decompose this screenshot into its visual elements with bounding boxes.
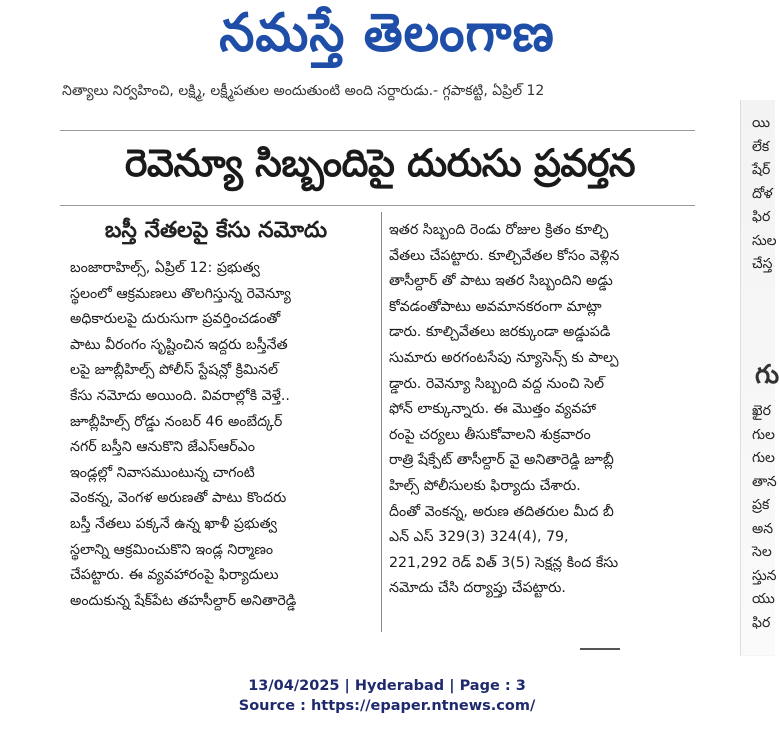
body-line: పాటు వీరంగం సృష్టించిన ఇద్దరు బస్తీనేత	[70, 336, 288, 353]
body-line: ఎన్ ఎస్ 329(3) 324(4), 79,	[389, 529, 569, 546]
adjacent-article-body: ఖైర గుల గుల తాన ప్రక అన సెల స్తున యు ఫిర	[752, 403, 777, 631]
masthead	[0, 0, 774, 76]
body-line: వేతలు చేపట్టారు. కూల్చివేతల కోసం వెళ్లిన	[389, 247, 620, 264]
divider	[60, 205, 695, 206]
adjacent-article-top: యి లేక షేర్ దోళ ఫిర సుల చేస్త	[752, 115, 777, 272]
body-line: బస్తీ నేతలు పక్కనే ఉన్న ఖాళీ ప్రభుత్వ	[70, 515, 278, 532]
body-line: హిల్స్ పోలీసులకు ఫిర్యాదు చేశారు.	[389, 477, 581, 494]
divider	[60, 130, 695, 131]
cropped-next-line	[380, 640, 680, 662]
body-line: చేపట్టారు. ఈ వ్యవహారంపై ఫిర్యాదులు	[70, 567, 279, 584]
body-line: కోవడంతోపాటు అవమానకరంగా మాట్లా	[389, 298, 602, 315]
body-line: కేసు నమోదు అయింది. వివరాల్లోకి వెళ్తే..	[70, 387, 290, 404]
adjacent-article-heading: గు	[755, 360, 779, 390]
body-line: 221,292 రెడ్ విత్ 3(5) సెక్షన్ల కింద కేసు	[389, 554, 619, 571]
body-line: నమోదు చేసి దర్యాప్తు చేపట్టారు.	[389, 580, 566, 597]
body-line: జూబ్లీహిల్స్ రోడ్డు నంబర్ 46 అంబేద్కర్	[70, 413, 283, 430]
previous-article-tail: నిత్యాలు నిర్వహించి, లక్ష్మి, లక్ష్మీపతుల అందుతుంటి అంది సర్దారుడు.- గ్గపాకట్టి, ఏప్రిల్ 12	[62, 83, 545, 99]
subheadline: బస్తీ నేతలపై కేసు నమోదు	[104, 218, 328, 243]
body-line: స్థలాన్ని ఆక్రమించుకొని ఇండ్ల నిర్మాణం	[70, 541, 274, 558]
body-line: అధికారులపై దురుసుగా ప్రవర్తించడంతో	[70, 311, 281, 328]
body-line: దీంతో వెంకన్న, అరుణ తదితరుల మీద బీ	[389, 503, 614, 520]
body-line: లపై జూబ్లీహిల్స్ పోలీస్ స్టేషన్లో క్రిమినల్	[70, 362, 279, 379]
body-line: సుమారు అరగంటసేపు న్యూసెన్స్ కు పాల్ప	[389, 349, 619, 366]
date-edition-page: 13/04/2025 | Hyderabad | Page : 3	[248, 678, 526, 694]
body-column-right	[389, 218, 694, 602]
body-line: బంజారాహిల్స్, ఏప్రిల్ 12: ప్రభుత్వ	[70, 260, 260, 276]
source-url: Source : https://epaper.ntnews.com/	[238, 698, 536, 714]
body-line: రంపై చర్యలు తీసుకోవాలని శుక్రవారం	[389, 426, 591, 443]
body-line: అందుకున్న షేక్‌పేట తహసీల్దార్ అనితారెడ్డి	[70, 592, 297, 609]
body-line: తాసీల్దార్ తో పాటు ఇతర సిబ్బందిని అడ్డు	[389, 273, 613, 290]
body-line: ఫోన్ లాక్కున్నారు. ఈ మొత్తం వ్యవహా	[389, 401, 597, 418]
body-line: ఇండ్లల్లో నివాసముంటున్న చాగంటి	[70, 464, 255, 481]
body-line: ఇతర సిబ్బంది రెండు రోజుల క్రితం కూల్చి	[389, 222, 609, 238]
headline: రెవెన్యూ సిబ్బందిపై దురుసు ప్రవర్తన	[124, 141, 636, 185]
source-footer	[0, 670, 774, 736]
body-line: డ్డారు. రెవెన్యూ సిబ్బంది వద్ద నుంచి సెల్	[389, 375, 605, 392]
body-line: రాత్రి షేక్పేట్ తాసీల్దార్ వై అనితారెడ్డి జూబ్లీ	[389, 452, 614, 469]
body-line: డారు. కూల్చివేతలు జరక్కుండా అడ్డుపడి	[389, 324, 611, 341]
body-line: వెంకన్న, వెంగళ అరుణతో పాటు కొందరు	[70, 490, 287, 507]
column-divider	[381, 212, 382, 632]
masthead-title: నమస్తే తెలంగాణ	[219, 2, 555, 64]
body-line: నగర్ బస్తీని ఆనుకొని జేఎస్‌ఆర్‌ఎం	[70, 439, 255, 456]
body-column-left	[70, 256, 370, 614]
body-line: స్థలంలో ఆక్రమణలు తొలగిస్తున్న రెవెన్యూ	[70, 285, 291, 302]
